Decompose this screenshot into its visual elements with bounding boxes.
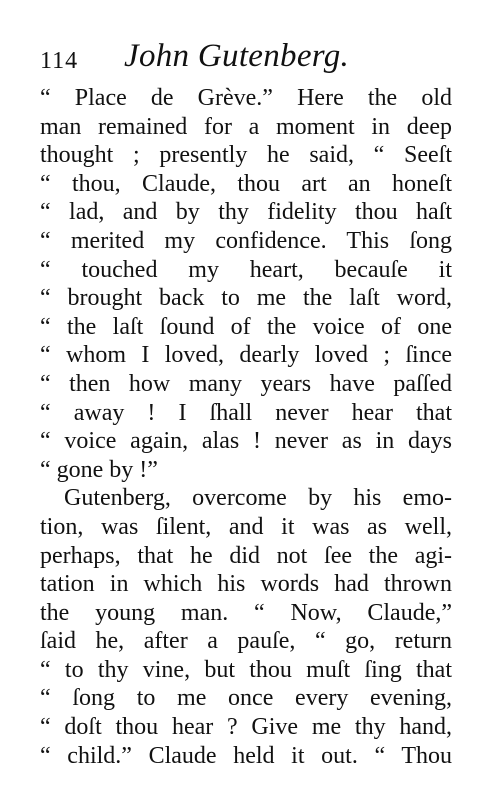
text-line: “ then how many years have paſſed	[40, 370, 452, 397]
running-title: John Gutenberg.	[124, 38, 350, 74]
text-line: ſaid he, after a pauſe, “ go, return	[40, 628, 452, 655]
body-text	[40, 84, 452, 770]
text-line: “ Place de Grève.” Here the old	[40, 85, 452, 111]
text-line: “ to thy vine, but thou muſt ſing that	[40, 656, 452, 683]
text-line: the young man. “ Now, Claude,”	[40, 599, 452, 626]
text-line: “ away ! I ſhall never hear that	[40, 399, 452, 426]
text-line: perhaps, that he did not ſee the agi-	[40, 542, 452, 569]
text-line: “ thou, Claude, thou art an honeſt	[40, 170, 452, 197]
text-line: “ voice again, alas ! never as in days	[40, 428, 452, 455]
text-line: “ brought back to me the laſt word,	[40, 285, 452, 312]
text-line: “ child.” Claude held it out. “ Thou	[40, 742, 452, 769]
paragraph-first-line: Gutenberg, overcome by his emo-	[64, 485, 452, 512]
text-line: “ doſt thou hear ? Give me thy hand,	[40, 714, 452, 741]
text-line: “ merited my confidence. This ſong	[40, 227, 452, 254]
text-line: tation in which his words had thrown	[40, 571, 452, 598]
text-line: “ the laſt ſound of the voice of one	[40, 313, 452, 340]
text-line: “ ſong to me once every evening,	[40, 685, 452, 712]
text-line: “ gone by !”	[40, 456, 158, 483]
text-line: tion, was ſilent, and it was as well,	[40, 513, 452, 540]
text-line: “ whom I loved, dearly loved ; ſince	[40, 342, 452, 369]
text-line: man remained for a moment in deep	[40, 113, 452, 140]
page-number: 114	[40, 48, 79, 74]
text-line: “ lad, and by thy fidelity thou haſt	[40, 199, 452, 226]
text-line: thought ; presently he said, “ Seeſt	[40, 142, 452, 169]
text-line: “ touched my heart, becauſe it	[40, 256, 452, 283]
page-header	[40, 38, 460, 82]
